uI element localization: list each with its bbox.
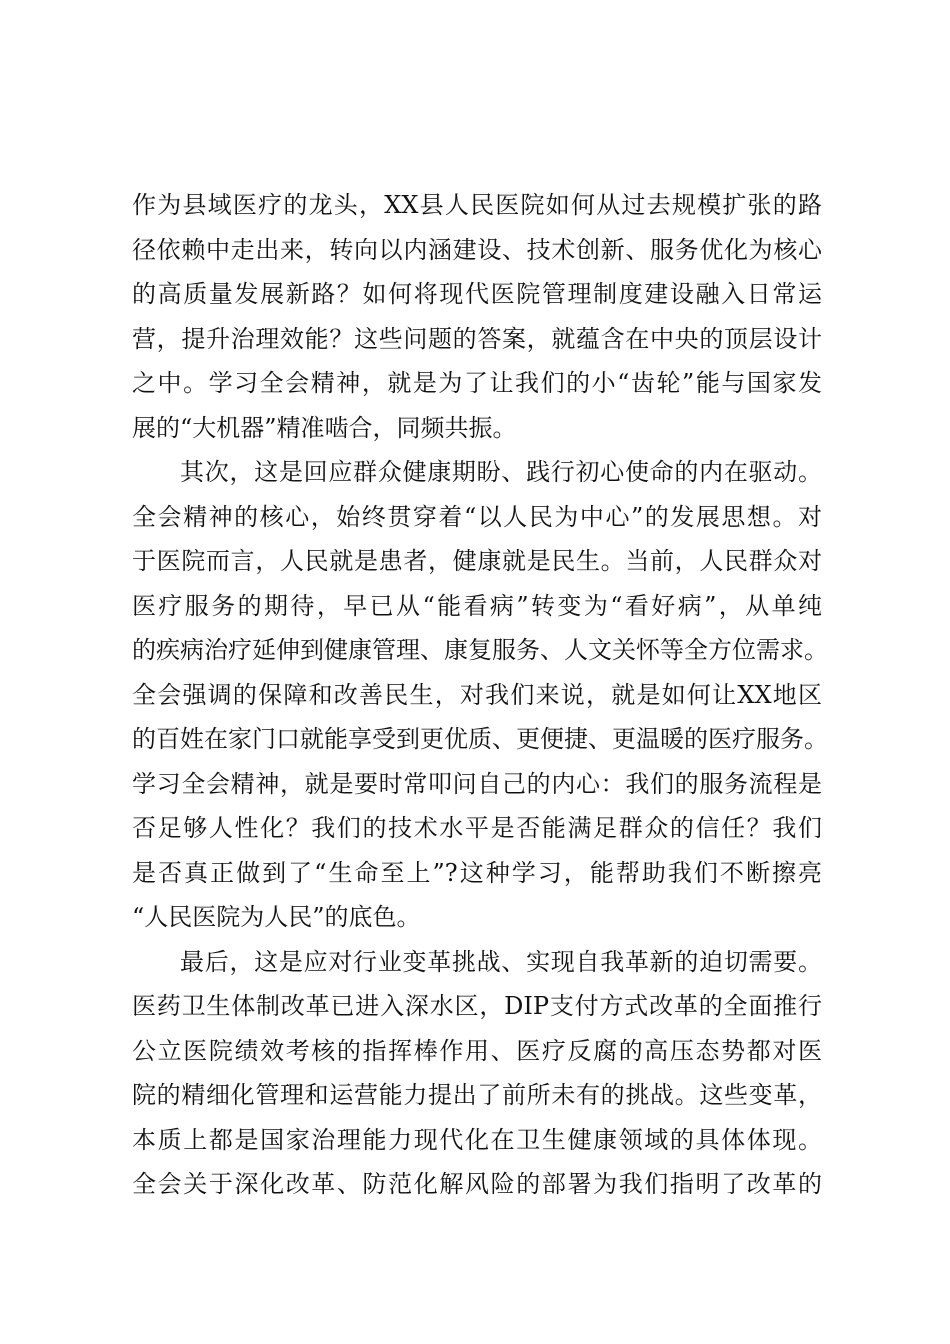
- paragraph-1-line: 的高质量发展新路？如何将现代医院管理制度建设融入日常运: [132, 280, 822, 308]
- paragraph-2-line: 的疾病治疗延伸到健康管理、康复服务、人文关怀等全方位需求。: [132, 636, 828, 664]
- paragraph-2-line: 的百姓在家门口就能享受到更优质、更便捷、更温暖的医疗服务。: [132, 725, 828, 753]
- paragraph-2-line: 是否真正做到了“生命至上”?这种学习，能帮助我们不断擦亮: [132, 858, 822, 887]
- paragraph-3-line: 公立医院绩效考核的指挥棒作用、医疗反腐的高压态势都对医: [132, 1036, 822, 1065]
- paragraph-3-line: 本质上都是国家治理能力现代化在卫生健康领域的具体体现。: [132, 1125, 822, 1154]
- paragraph-2-line: 学习全会精神，就是要时常叩问自己的内心：我们的服务流程是: [132, 769, 822, 798]
- paragraph-2-line: 否足够人性化？我们的技术水平是否能满足群众的信任？我们: [132, 814, 822, 842]
- paragraph-3-line: 院的精细化管理和运营能力提出了前所未有的挑战。这些变革，: [132, 1081, 822, 1109]
- paragraph-3-line: 最后，这是应对行业变革挑战、实现自我革新的迫切需要。: [180, 947, 822, 976]
- paragraph-2-line: 医疗服务的期待，早已从“能看病”转变为“看好病”，从单纯: [132, 591, 822, 620]
- paragraph-2-line: 全会强调的保障和改善民生，对我们来说，就是如何让XX地区: [132, 680, 822, 709]
- paragraph-1-line: 径依赖中走出来，转向以内涵建设、技术创新、服务优化为核心: [132, 235, 822, 264]
- paragraph-2-line: 全会精神的核心，始终贯穿着“以人民为中心”的发展思想。对: [132, 502, 822, 531]
- paragraph-2-line: 于医院而言，人民就是患者，健康就是民生。当前，人民群众对: [132, 547, 822, 575]
- paragraph-3-line: 全会关于深化改革、防范化解风险的部署为我们指明了改革的: [132, 1170, 822, 1198]
- paragraph-3-line: 医药卫生体制改革已进入深水区，DIP支付方式改革的全面推行: [132, 992, 822, 1020]
- paragraph-1-line: 营，提升治理效能？这些问题的答案，就蕴含在中央的顶层设计: [132, 324, 822, 353]
- paragraph-1-line: 之中。学习全会精神，就是为了让我们的小“齿轮”能与国家发: [132, 369, 822, 397]
- paragraph-1-line: 展的“大机器”精准啮合，同频共振。: [132, 413, 517, 442]
- paragraph-2-line: 其次，这是回应群众健康期盼、践行初心使命的内在驱动。: [180, 458, 822, 486]
- paragraph-1-line: 作为县域医疗的龙头，XX县人民医院如何从过去规模扩张的路: [132, 191, 822, 219]
- paragraph-2-line: “人民医院为人民”的底色。: [132, 903, 421, 931]
